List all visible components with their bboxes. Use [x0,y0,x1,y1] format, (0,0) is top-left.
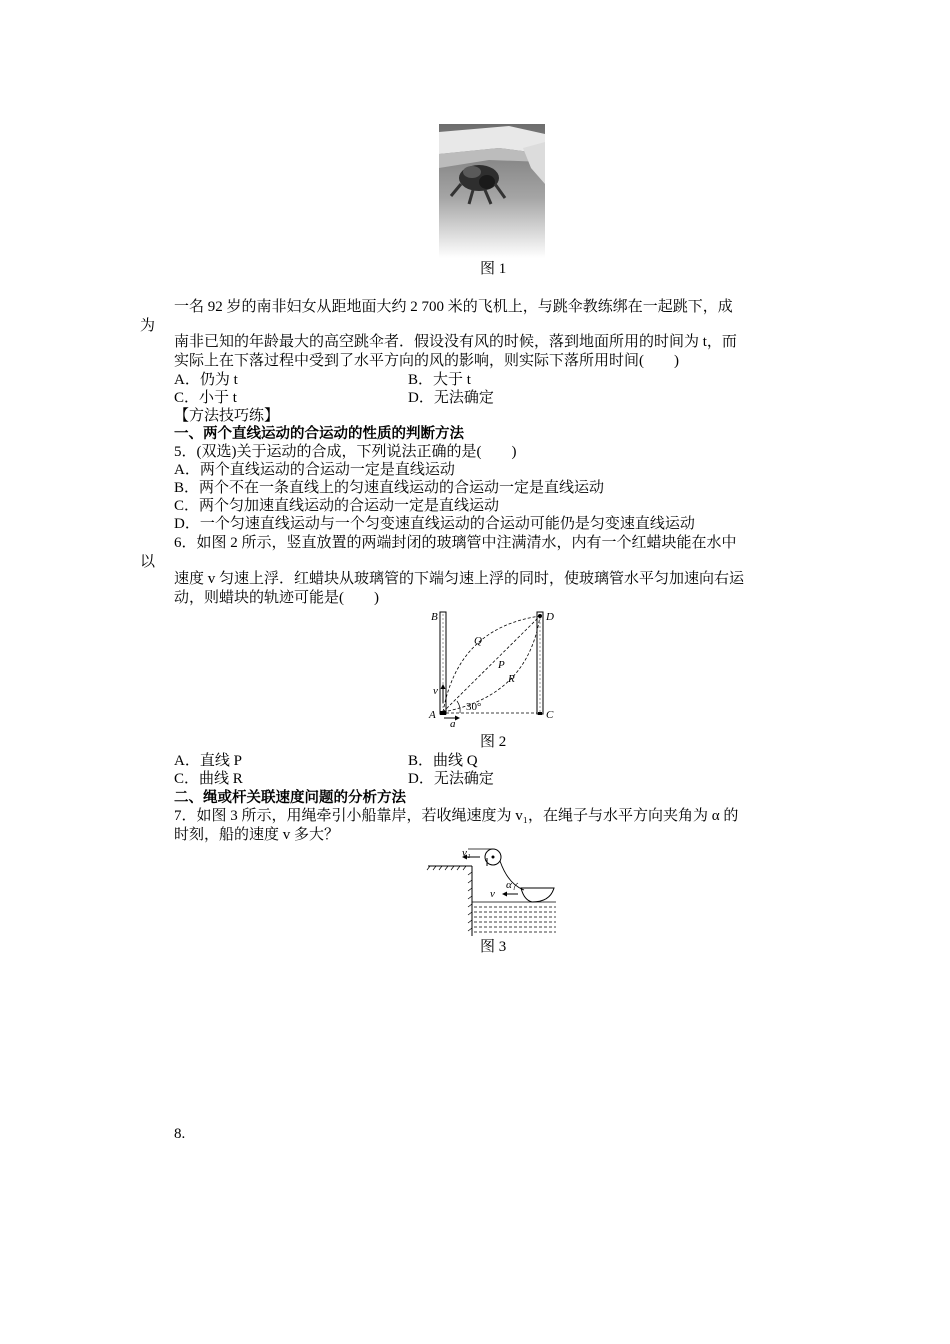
label-C: C [546,709,554,721]
skydiving-photo [439,124,545,258]
figure-3-caption: 图 3 [480,939,507,955]
q4-line-3: 实际上在下落过程中受到了水平方向的风的影响，则实际下落所用时间( ) [174,353,679,369]
q6-wrap-1: 以 [140,554,156,570]
q6-line-1: 6．如图 2 所示，竖直放置的两端封闭的玻璃管中注满清水，内有一个红蜡块能在水中 [174,535,737,551]
label-R: R [508,673,515,685]
q4-wrap-1: 为 [140,318,156,334]
label-angle: 30° [466,701,482,713]
q6-line-2: 速度 v 匀速上浮．红蜡块从玻璃管的下端匀速上浮的同时，使玻璃管水平匀加速向右运 [174,571,745,587]
q5-option-d: D．一个匀速直线运动与一个匀变速直线运动的合运动可能仍是匀变速直线运动 [174,516,695,532]
q7-line-1: 7．如图 3 所示，用绳牵引小船靠岸，若收绳速度为 v₁，在绳子与水平方向夹角为 α 的 [174,808,739,824]
q6-option-d: D．无法确定 [408,771,494,787]
q4-line-2: 南非已知的年龄最大的高空跳伞者．假设没有风的时候，落到地面所用的时间为 t，而 [174,334,737,350]
q5-option-c: C．两个匀加速直线运动的合运动一定是直线运动 [174,498,500,514]
q4-option-c: C．小于 t [174,390,237,406]
figure-3-diagram [428,844,560,938]
q4-option-a: A．仍为 t [174,372,238,388]
heading-1: 一、两个直线运动的合运动的性质的判断方法 [174,426,464,442]
q5-option-b: B．两个不在一条直线上的匀速直线运动的合运动一定是直线运动 [174,480,605,496]
figure-2-caption: 图 2 [480,734,507,750]
label-alpha: α [506,879,512,891]
label-B: B [431,611,438,623]
q5-stem: 5．(双选)关于运动的合成，下列说法正确的是( ) [174,444,517,460]
q6-option-a: A．直线 P [174,753,242,769]
q8-number: 8. [174,1126,186,1142]
q6-line-3: 动，则蜡块的轨迹可能是( ) [174,590,379,606]
q6-option-c: C．曲线 R [174,771,243,787]
label-A: A [429,709,436,721]
figure-1-caption: 图 1 [480,261,507,277]
label-v: v [433,685,438,697]
label-a: a [450,718,456,730]
q4-line-1: 一名 92 岁的南非妇女从距地面大约 2 700 米的飞机上，与跳伞教练绑在一起跳下，成 [174,299,733,315]
label-v1: v₁ [462,847,471,859]
q4-option-b: B．大于 t [408,372,471,388]
label-boat-v: v [490,888,495,900]
figure-2-diagram [428,608,562,730]
label-D: D [546,611,554,623]
label-Q: Q [474,635,482,647]
q5-option-a: A．两个直线运动的合运动一定是直线运动 [174,462,455,478]
q7-line-2: 时刻，船的速度 v 多大？ [174,827,340,843]
section-method: 【方法技巧练】 [174,408,280,424]
q6-option-b: B．曲线 Q [408,753,478,769]
q4-option-d: D．无法确定 [408,390,494,406]
label-P: P [498,659,505,671]
heading-2: 二、绳或杆关联速度问题的分析方法 [174,790,406,806]
